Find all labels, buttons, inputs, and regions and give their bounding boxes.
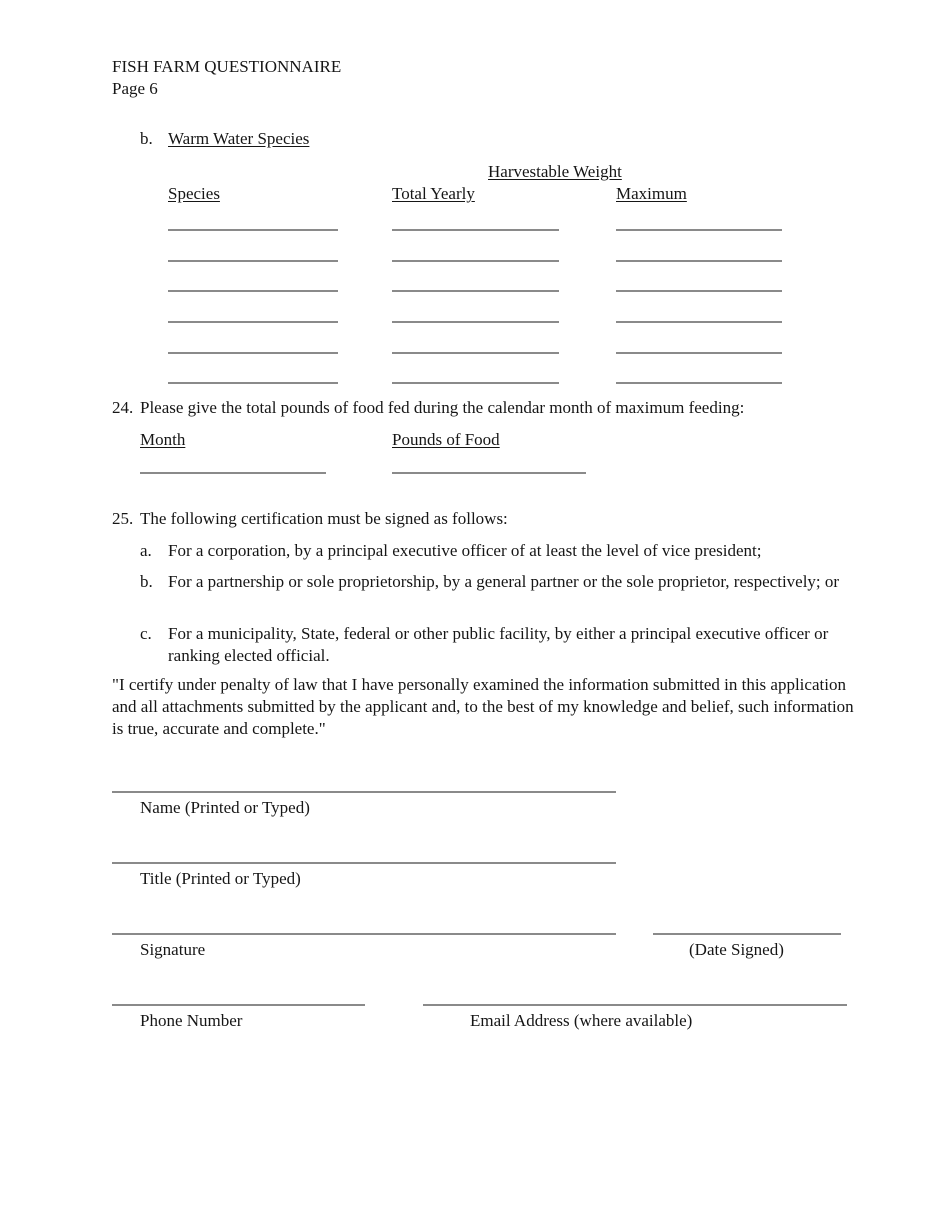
species-table-blank-line-r5-c2[interactable] [392, 352, 559, 354]
species-table-blank-line-r3-c3[interactable] [616, 290, 782, 292]
q25-item-a [140, 540, 870, 562]
species-table-blank-line-r2-c2[interactable] [392, 260, 559, 262]
column-header-species: Species [168, 184, 220, 203]
document-title: FISH FARM QUESTIONNAIRE [112, 57, 342, 76]
species-table-blank-line-r6-c3[interactable] [616, 382, 782, 384]
species-table-blank-line-r3-c1[interactable] [168, 290, 338, 292]
section-b-heading [140, 128, 309, 150]
date-signed-line[interactable] [653, 933, 841, 935]
q25-item-c-marker: c. [140, 624, 152, 643]
question-25 [112, 508, 852, 530]
title-line-label: Title (Printed or Typed) [140, 869, 301, 888]
species-table-blank-line-r2-c1[interactable] [168, 260, 338, 262]
q25-item-a-marker: a. [140, 541, 152, 560]
question-24-text: Please give the total pounds of food fed during the calendar month of maximum feeding: [140, 398, 745, 417]
species-table-blank-line-r2-c3[interactable] [616, 260, 782, 262]
name-line-label: Name (Printed or Typed) [140, 798, 310, 817]
pounds-of-food-field-line[interactable] [392, 472, 586, 474]
pounds-of-food-label: Pounds of Food [392, 430, 500, 449]
q25-item-b-text: For a partnership or sole proprietorship, by a general partner or the sole proprietor, respectively; or [168, 572, 840, 591]
phone-number-label: Phone Number [140, 1011, 243, 1030]
question-25-number: 25. [112, 509, 134, 528]
name-signature-line[interactable] [112, 791, 616, 793]
species-table-blank-line-r4-c2[interactable] [392, 321, 559, 323]
species-table-blank-line-r6-c1[interactable] [168, 382, 338, 384]
signature-line[interactable] [112, 933, 616, 935]
species-table-blank-line-r5-c1[interactable] [168, 352, 338, 354]
table-group-header-harvestable-weight: Harvestable Weight [488, 162, 622, 181]
certification-statement: "I certify under penalty of law that I have personally examined the information submitted in this application and all attachments submitted by the applicant and, to the best of my knowledge and belief, such information is true, accurate and complete." [112, 675, 854, 738]
email-address-label: Email Address (where available) [470, 1011, 693, 1030]
month-field-line[interactable] [140, 472, 326, 474]
question-24 [112, 397, 852, 419]
species-table-blank-line-r4-c1[interactable] [168, 321, 338, 323]
email-address-line[interactable] [423, 1004, 847, 1006]
q25-item-b [140, 571, 850, 593]
species-table-blank-line-r1-c1[interactable] [168, 229, 338, 231]
species-table-blank-line-r4-c3[interactable] [616, 321, 782, 323]
title-signature-line[interactable] [112, 862, 616, 864]
q25-item-b-marker: b. [140, 572, 153, 591]
q25-item-c [140, 623, 870, 667]
column-header-maximum: Maximum [616, 184, 687, 203]
species-table-blank-line-r1-c2[interactable] [392, 229, 559, 231]
section-b-marker: b. [140, 129, 153, 148]
phone-number-line[interactable] [112, 1004, 365, 1006]
q25-item-c-text: For a municipality, State, federal or other public facility, by either a principal executive officer or ranking elected official. [168, 624, 829, 665]
signature-line-label: Signature [140, 940, 206, 959]
q25-item-a-text: For a corporation, by a principal executive officer of at least the level of vice president; [168, 541, 762, 560]
month-label: Month [140, 430, 186, 449]
date-signed-label: (Date Signed) [689, 940, 784, 959]
column-header-total-yearly: Total Yearly [392, 184, 475, 203]
species-table-blank-line-r5-c3[interactable] [616, 352, 782, 354]
section-b-title: Warm Water Species [168, 129, 310, 148]
page-header [112, 56, 341, 100]
species-table-blank-line-r6-c2[interactable] [392, 382, 559, 384]
question-24-number: 24. [112, 398, 134, 417]
species-table-blank-line-r3-c2[interactable] [392, 290, 559, 292]
page-number: Page 6 [112, 79, 158, 98]
species-table-blank-line-r1-c3[interactable] [616, 229, 782, 231]
question-25-text: The following certification must be signed as follows: [140, 509, 508, 528]
